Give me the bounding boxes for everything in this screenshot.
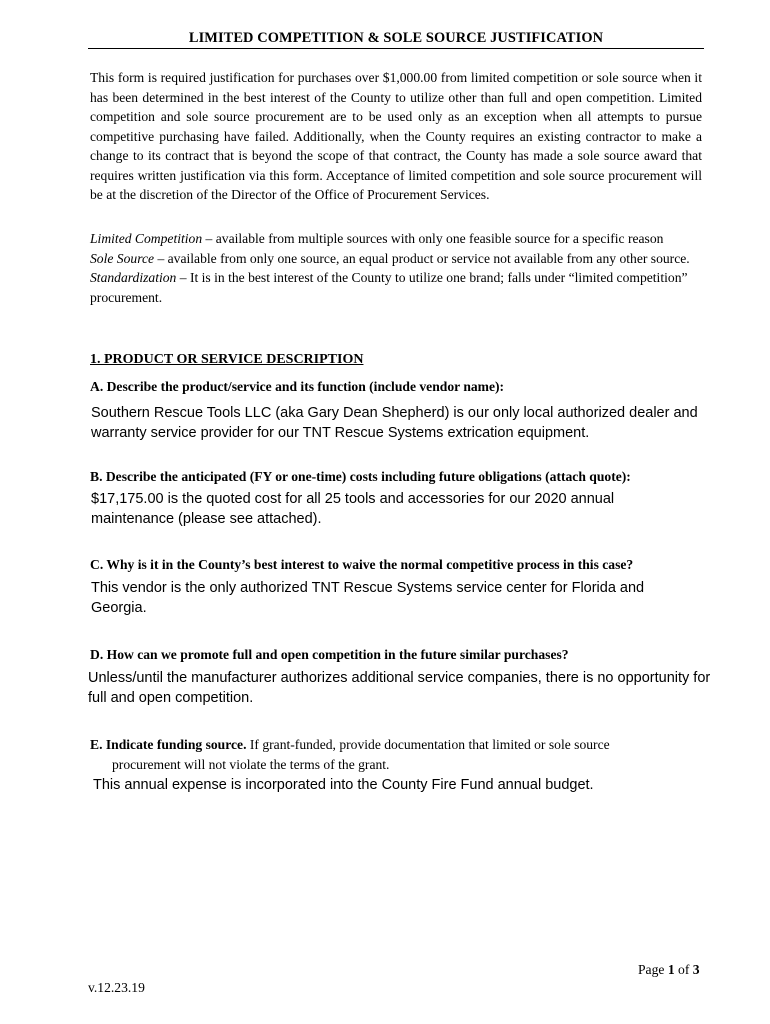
answer-c[interactable]: This vendor is the only authorized TNT Rescue Systems service center for Florida and Georgia. (91, 580, 645, 616)
answer-b[interactable]: $17,175.00 is the quoted cost for all 25 tools and accessories for our 2020 annual maintenance (please see attached). (91, 491, 615, 527)
page-number (638, 962, 700, 978)
answer-d[interactable]: Unless/until the manufacturer authorizes additional service companies, there is no opportunity for full and open competition. (88, 670, 711, 706)
definition-limited-competition (90, 229, 702, 249)
definition-text: – It is in the best interest of the County to utilize one brand; falls under “limited competition” procurement. (90, 270, 688, 305)
page-total: 3 (692, 962, 700, 977)
question-e-note-continued: procurement will not violate the terms of the grant. (112, 756, 390, 772)
definition-term: Sole Source (90, 250, 155, 266)
answer-e[interactable]: This annual expense is incorporated into the County Fire Fund annual budget. (93, 777, 594, 793)
page-title: LIMITED COMPETITION & SOLE SOURCE JUSTIFICATION (188, 30, 604, 46)
question-a-label: A. Describe the product/service and its function (include vendor name): (90, 379, 505, 394)
answer-a[interactable]: Southern Rescue Tools LLC (aka Gary Dean Shepherd) is our only local authorized dealer and warranty service provider for our TNT Rescue Systems extrication equipment. (91, 405, 698, 441)
definition-term: Standardization (90, 270, 177, 285)
question-c-label: C. Why is it in the County’s best interest to waive the normal competitive process in this case? (90, 557, 634, 572)
question-b-label: B. Describe the anticipated (FY or one-time) costs including future obligations (attach quote): (90, 469, 631, 484)
definition-term: Limited Competition (90, 231, 203, 246)
question-d-label: D. How can we promote full and open competition in the future similar purchases? (90, 647, 569, 662)
question-e-label: E. Indicate funding source. (90, 737, 247, 752)
page-prefix: Page (638, 962, 668, 977)
title-underline (88, 48, 704, 49)
definition-text: – available from only one source, an equal product or service not available from any other source. (154, 250, 690, 266)
page-current: 1 (667, 962, 675, 977)
definition-text: – available from multiple sources with only one feasible source for a specific reason (202, 231, 664, 246)
intro-paragraph: This form is required justification for purchases over $1,000.00 from limited competition or sole source when it has been determined in the best interest of the County to utilize other than full and open competition. Limited competition and sole source procurement are to be used only as an exception when all attempts to pursue competitive purchasing have failed. Additionally, when the County requires an existing contractor to make a change to its contract that is beyond the scope of that contract, the County has made a sole source award that requires written justification via this form. Acceptance of limited competition and sole source procurement will be at the discretion of the Director of the Office of Procurement Services. (90, 70, 702, 202)
page-separator: of (674, 962, 693, 977)
question-e (90, 735, 702, 774)
definition-standardization (90, 268, 702, 307)
version-label: v.12.23.19 (88, 980, 145, 995)
question-e-note: If grant-funded, provide documentation that limited or sole source (246, 737, 610, 752)
definition-sole-source (90, 249, 702, 269)
section-heading: 1. PRODUCT OR SERVICE DESCRIPTION (90, 352, 364, 367)
definitions (90, 229, 702, 307)
